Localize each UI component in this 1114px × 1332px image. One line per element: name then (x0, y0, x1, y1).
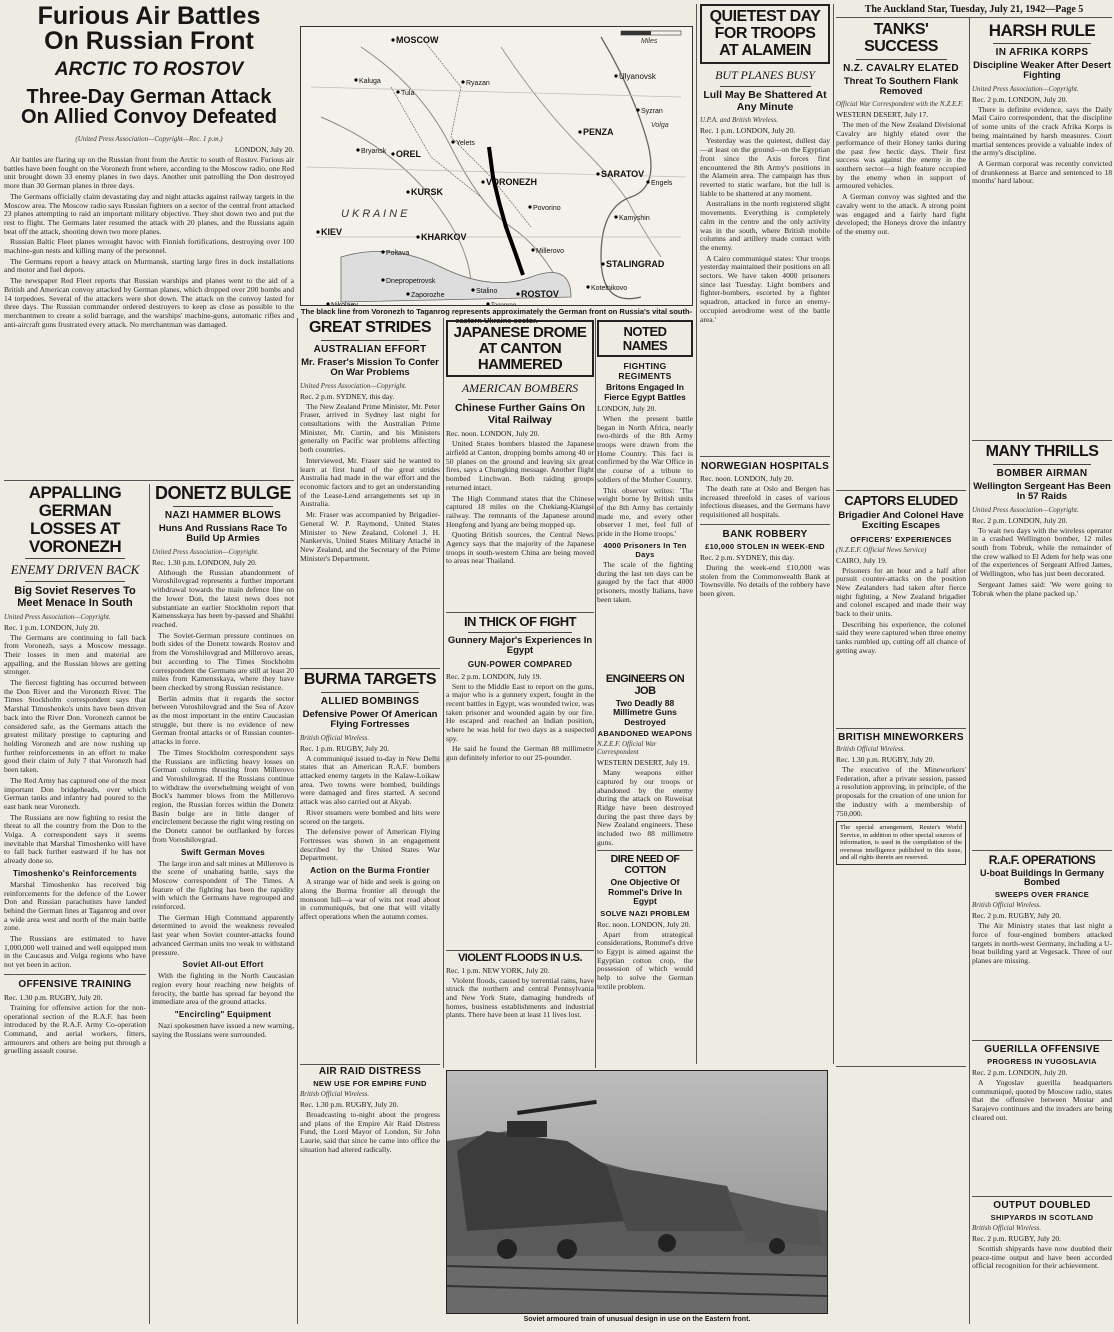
map-city-label: Stalino (476, 288, 498, 295)
norwegian-dateline: Rec. noon. LONDON, July 20. (700, 474, 794, 483)
map-city-dot (356, 148, 359, 151)
donetz-subhead-4: "Encircling" Equipment (174, 1010, 272, 1020)
noted-names-paragraph: This observer writes: 'The weight borne by British units of the 8th Army has certainly made me, and every other observer I met, feel full of pride in the Home troops.' (597, 485, 693, 539)
guerilla-dateline: Rec. 2 p.m. LONDON, July 20. (972, 1068, 1068, 1077)
quietest-deck: Lull May Be Shattered At Any Minute (703, 89, 827, 113)
dire-need-paragraph: Apart from strategical considerations, Rommel's drive to Egypt is aimed against the Egyptian cotton crop, the possession of which would help to solve the German textile problem. (597, 929, 693, 991)
voronezh-dateline: Rec. 1 p.m. LONDON, July 20. (4, 622, 100, 632)
map-city-dot (578, 130, 581, 133)
map-city-dot (396, 90, 399, 93)
guerilla-paragraph: A Yugoslav guerilla headquarters communiqué, quoted by Moscow radio, states that the offensive between Mostar and Sarajevo continues and the invaders are being cleared out. (972, 1078, 1112, 1122)
burma-paragraph: The defensive power of American Flying Fortresses was shown in an engagement described by the United States War Department. (300, 827, 440, 863)
donetz-paragraph: Nazi spokesmen have issued a new warning, saying the Russians were surrounded. (152, 1021, 294, 1039)
harsh-deck: Discipline Weaker After Desert Fighting (973, 59, 1111, 82)
violent-dateline: Rec. 1 p.m. NEW YORK, July 20. (446, 965, 550, 975)
lead-body (4, 156, 294, 329)
bank-paragraph: During the week-end £10,000 was stolen from the Commonwealth Bank at Townsville. No details of the robbery have been given. (700, 562, 830, 598)
raf-ops-deck: U-boat Buildings In Germany Bombed (979, 867, 1104, 888)
quietest-dateline: Rec. 1 p.m. LONDON, July 20. (700, 126, 796, 136)
map-city-label (491, 303, 516, 305)
lead-paragraph: Russian Baltic Fleet planes wrought havoc with Finnish fortifications, destroying over 100 machine-gun nests and killing many of the personnel. (4, 237, 294, 256)
map-city-dot (481, 180, 484, 183)
norwegian-headline: NORWEGIAN HOSPITALS (700, 461, 830, 472)
engineers-story (597, 674, 693, 1066)
donetz-headline: DONETZ BULGE (155, 484, 291, 503)
air-raid-dateline: Rec. 1.30 p.m. RUGBY, July 20. (300, 1100, 399, 1109)
map-city-label: Syzran (641, 108, 663, 115)
thrills-deck: Wellington Sergeant Has Been In 57 Raids (973, 480, 1111, 503)
in-thick-subhead: GUN-POWER COMPARED (467, 659, 573, 669)
map-city-label: OREL (396, 149, 422, 159)
mineworkers-paragraph: The executive of the Mineworkers' Federation, after a private session, passed a resolution approving, in principle, of the proposals for the creation of one union for the industry with a membership of 750,000. (836, 765, 966, 818)
train-image (447, 1071, 827, 1313)
quietest-headline: QUIETEST DAY FOR TROOPS AT ALAMEIN (709, 8, 821, 59)
quietest-paragraph: Yesterday was the quietest, dullest day—at least on the ground—on the Egyptian front since the Axis forces first encountered the 8th Army's positions in the Alamein area. The campaign has thus reverted to static warfare, but the lull is liable to be shattered at any moment. (700, 136, 830, 198)
donetz-paragraph: The German High Command apparently determined to avoid the weakness revealed last year when Soviet counter-attacks found advanced German units too weak to withstand pressure. (152, 912, 294, 957)
tanks-paragraph: A German convoy was sighted and the cavalry went to the attack. A strong point was engaged and a fairly hard fight developed; the Honeys drove the infantry of the enemy out. (836, 192, 966, 236)
output-subhead: SHIPYARDS IN SCOTLAND (990, 1213, 1094, 1222)
output-headline: OUTPUT DOUBLED (993, 1200, 1091, 1211)
burma-subhead: ALLIED BOMBINGS (320, 695, 420, 707)
armoured-train-photo (446, 1070, 828, 1314)
map-city-dot (461, 80, 464, 83)
tanks-credit: Official War Correspondent with the N.Z.E.F. (836, 100, 964, 109)
thrills-paragraph: Sergeant James said: 'We were going to Tobruk when the plane packed up.' (972, 579, 1112, 598)
canton-deck: Chinese Further Gains On Vital Railway (454, 402, 586, 426)
raf-ops-story (972, 854, 1112, 1014)
donetz-credit: United Press Association—Copyright. (152, 547, 259, 556)
dire-need-subhead: SOLVE NAZI PROBLEM (600, 908, 690, 918)
map-caption: The black line from Voronezh to Taganrog represents approximately the German front on Russia's vital south-eastern Ukraine sector. (300, 307, 693, 325)
lead-paragraph: The Germans report a heavy attack on Murmansk, starting large fires in dock installations and motor and fuel depots. (4, 256, 294, 275)
mineworkers-dateline: Rec. 1.30 p.m. RUGBY, July 20. (836, 755, 935, 764)
map-city-label: Engels (651, 180, 673, 187)
map-city-dot (391, 152, 394, 155)
map-city-label: Zaporozhe (411, 292, 445, 299)
offensive-headline: OFFENSIVE TRAINING (18, 978, 132, 990)
map-city-dot (471, 288, 474, 291)
right-mid-column (700, 456, 830, 1064)
map-city-label: KHARKOV (421, 232, 467, 242)
quietest-subhead: BUT PLANES BUSY (715, 68, 815, 83)
voronezh-paragraph: The Russians are now fighting to resist the threat to all the country from the Don to the Volga. A correspondent says it seems inevitable that Marshal Timoshenko will have to fall back further eastward if he has not already done so. (4, 812, 146, 866)
burma-paragraph: River steamers were bombed and hits were scored on the targets. (300, 807, 440, 826)
map-city-dot (381, 250, 384, 253)
captors-story (836, 494, 966, 724)
donetz-paragraph: Although the Russian abandonment of Voroshilovgrad represents a further important withdrawal towards the main defence line on the lower Don, the latest news does not substantiate an earlier Stockholm report that Kamensskaya has been by-passed and Shakhti reached. (152, 567, 294, 629)
raf-ops-credit: British Official Wireless. (972, 901, 1042, 910)
map-city-dot (601, 262, 604, 265)
map-city-dot (416, 235, 419, 238)
air-raid-credit: British Official Wireless. (300, 1090, 370, 1098)
lead-paragraph: The Germans officially claim devastating day and night attacks against railway targets in the Moscow area. The Moscow radio says Russian fighters on a sector of the central front attacked 23 planes attempting to raid an important military objective. They shot down two and put the rest to flight. The Germans later resumed the attack with 20 planes, and the Russians again beat off the attack, shooting down two more planes. (4, 191, 294, 236)
air-raid-story (300, 1066, 440, 1162)
lead-deck-2: On Allied Convoy Defeated (21, 106, 277, 128)
reuter-note: The special arrangement, Reuter's World Service, in addition to other special sources of information, is used in the compilation of the overseas intelligence published in this issue, and all rights therein are reserved. (836, 821, 966, 865)
burma-dateline: Rec. 1 p.m. RUGBY, July 20. (300, 743, 390, 753)
map-city-dot (406, 292, 409, 295)
raf-ops-paragraph: The Air Ministry states that last night a force of four-engined bombers attacked targets in north-west Germany, including a U-boat building yard at Vegesack. Three of our planes are missing. (972, 921, 1112, 966)
lead-paragraph: Air battles are flaring up on the Russian front from the Arctic to south of Rostov. Furious air battles have been fought on the Voronezh front where, according to the Moscow radio, one Red unit brought down 33 enemy planes in two days. Another unit patrolling the Don destroyed more than 30 German planes in three days. (4, 155, 294, 191)
map-city-label: Ryazan (466, 80, 490, 87)
map-city-label: MOSCOW (396, 35, 439, 45)
thrills-subhead: BOMBER AIRMAN (996, 467, 1088, 479)
divider (4, 480, 294, 481)
map-city-label: KIEV (321, 227, 343, 237)
quietest-story (700, 4, 830, 454)
map-city-dot (646, 180, 649, 183)
voronezh-paragraph: The Russians are estimated to have 1,000,000 well trained and well equipped men in the Caucasus and Volga regions who have not yet been in action. (4, 934, 146, 970)
masthead: The Auckland Star, Tuesday, July 21, 1942—Page 5 (864, 4, 1084, 15)
canton-headline-box (446, 320, 594, 377)
map-city-dot (354, 78, 357, 81)
map-city-dot (596, 172, 599, 175)
map-city-label: VORONEZH (486, 177, 538, 187)
harsh-credit: United Press Association—Copyright. (972, 84, 1079, 93)
harsh-story (972, 22, 1112, 442)
map-city-dot (391, 38, 394, 41)
thrills-headline: MANY THRILLS (985, 444, 1099, 460)
voronezh-deck: Big Soviet Reserves To Meet Menace In South (14, 585, 136, 610)
map-city-label: Kaluga (359, 78, 381, 85)
donetz-subhead: NAZI HAMMER BLOWS (164, 509, 282, 521)
harsh-subhead: IN AFRIKA KORPS (995, 46, 1089, 58)
donetz-dateline: Rec. 1.30 p.m. LONDON, July 20. (152, 557, 257, 567)
map-city-dot (406, 190, 409, 193)
noted-names-story (597, 320, 693, 670)
voronezh-credit: United Press Association—Copyright. (4, 612, 111, 621)
noted-names-paragraph: The scale of the fighting during the last ten days can be gauged by the fact that 4000 prisoners, mostly Italians, have been taken. (597, 559, 693, 604)
noted-names-headline-box (597, 320, 693, 357)
guerilla-subhead: PROGRESS IN YUGOSLAVIA (987, 1057, 1097, 1066)
engineers-deck: Two Deadly 88 Millimetre Guns Destroyed (613, 698, 677, 727)
tanks-paragraph: The men of the New Zealand Divisional Cavalry are highly elated over the performance of their Honey tanks during the past few hectic days. Their first success was against the enemy in the southern sector—a high feature occupied by the enemy when in support of armoured vehicles. (836, 120, 966, 191)
map-scale-label: Miles (641, 38, 658, 45)
map-city-label: Povorino (533, 205, 561, 212)
output-story (972, 1200, 1112, 1328)
lead-story (4, 4, 294, 479)
captors-headline: CAPTORS ELUDED (844, 494, 958, 508)
map-city-dot (528, 205, 531, 208)
map-city-dot (316, 230, 319, 233)
great-strides-subhead: AUSTRALIAN EFFORT (313, 343, 427, 355)
burma-credit: British Official Wireless. (300, 733, 370, 742)
quietest-credit: U.P.A. and British Wireless. (700, 116, 778, 125)
bank-deck: £10,000 STOLEN IN WEEK-END (705, 541, 825, 551)
map-city-label: Kotelnikovo (591, 285, 628, 292)
engineers-headline: ENGINEERS ON JOB (605, 674, 685, 697)
donetz-deck: Huns And Russians Race To Build Up Armies (158, 522, 288, 545)
tanks-deck: Threat To Southern Flank Removed (843, 75, 959, 98)
donetz-paragraph: The Soviet-German pressure continues on both sides of the Donetz towards Rostov and from the Voroshilovgrad and Millerovo areas, but according to The Times Stockholm correspondent the Germans are still at least 20 miles from Kamensskaya, where they have been checked by strong Russian resistance. (152, 630, 294, 692)
map-city-label: KURSK (411, 187, 444, 197)
lead-credit: (United Press Association—Copyright—Rec. 1 p.m.) (75, 135, 223, 143)
noted-names-subhead-2: 4000 Prisoners In Ten Days (603, 540, 687, 559)
voronezh-kicker: ENEMY DRIVEN BACK (10, 562, 140, 578)
in-thick-story (446, 615, 594, 905)
great-strides-headline: GREAT STRIDES (308, 320, 432, 336)
quietest-paragraph: Australians in the north registered slight movements. Everything is completely calm in the centre and the only activity was in the south, where British mobile columns and artillery made contact with the enemy. (700, 199, 830, 252)
raf-ops-subhead: SWEEPS OVER FRANCE (994, 890, 1090, 900)
donetz-paragraph: Berlin admits that it regards the sector between Voroshilovgrad and the Sea of Azov as the most important in the entire Caucasian struggle, but there is no evidence of new German frontal attacks or of Russian counter-attacks in force. (152, 693, 294, 747)
quietest-paragraph: A Cairo communiqué states: 'Our troops yesterday maintained their positions on all sectors. We have taken 4000 prisoners since last Tuesday. Light bombers and fighter-bombers, escorted by a fighter squadron, attacked in force an enemy-occupied aerodrome west of the battle area.' (700, 253, 830, 324)
air-raid-headline: AIR RAID DISTRESS (318, 1066, 422, 1077)
lead-headline-2: On Russian Front (44, 27, 254, 55)
in-thick-paragraph: He said he found the German 88 millimetre gun definitely inferior to our 25-pounder. (446, 744, 594, 763)
map-city-label: SARATOV (601, 169, 645, 179)
map-city-label: Dnepropetrovsk (386, 278, 436, 285)
dire-need-headline: DIRE NEED OF COTTON (610, 853, 680, 877)
air-raid-paragraph: Broadcasting to-night about the progress and plans of the Empire Air Raid Distress Fund, the Lord Mayor of London, Sir John Laurie, said that since he came into office the situation had altered radically. (300, 1110, 440, 1154)
thrills-credit: United Press Association—Copyright. (972, 505, 1079, 514)
great-strides-paragraph: Mr. Fraser was accompanied by Brigadier-General W. P. Raymond, United States Minister to New Zealand, Colonel J. H. Nankervis, United States Military Attaché in New Zealand, and the Secretary of the Prime Minister's Department. (300, 510, 440, 563)
voronezh-paragraph: The Red Army has captured one of the most important Don bridgeheads, over which German tanks and infantry had poured to the east bank near Voronezh. (4, 775, 146, 811)
in-thick-paragraph: Sent to the Middle East to report on the guns, a major who is a gunnery expert, fought in the recent battles in Egypt, was wounded twice, was taken prisoner and wounded again by our fire. He escaped and reached an Indian position, where he was held for two days as a suspected spy. (446, 681, 594, 743)
lead-kicker: ARCTIC TO ROSTOV (54, 59, 244, 80)
voronezh-headline: APPALLING GERMAN LOSSES AT VORONEZH (28, 484, 122, 556)
offensive-paragraph: Training for offensive action for the non-operational section of the R.A.F. has been introduced by the R.A.F. Army Co-operation Command, and aerial workers, fitters, armourers and others are being put through a gruelling assault course. (4, 1002, 146, 1056)
lead-dateline: LONDON, July 20. (234, 145, 294, 154)
canton-dateline: Rec. noon. LONDON, July 20. (446, 429, 540, 439)
burma-headline: BURMA TARGETS (303, 672, 437, 688)
map-city-label: Millerovo (536, 248, 565, 255)
captors-dateline: CAIRO, July 19. (836, 555, 887, 565)
raf-ops-dateline: Rec. 2 p.m. RUGBY, July 20. (972, 911, 1062, 921)
norwegian-paragraph: The death rate at Oslo and Bergen has increased threefold in cases of various infectious diseases, and the Germans have requisitioned all hospitals. (700, 484, 830, 520)
dire-need-deck: One Objective Of Rommel's Drive In Egypt (608, 877, 682, 907)
noted-names-subhead: FIGHTING REGIMENTS (618, 361, 672, 382)
mineworkers-continued (836, 1070, 966, 1310)
voronezh-paragraph: The fiercest fighting has occurred between the Don River and the Voronezh River. The Times Stockholm correspondent says that Marshal Timoshenko's units have been driven back into the River Don. Voronezh cannot be considered safe, as the Germans attach the greatest military prestige to capturing and holding Voronezh and are now rushing up further reinforcements in an effort to make good their claim of July 7 that Voronezh had been taken. (4, 678, 146, 775)
voronezh-paragraph: The Germans are continuing to fall back from Voronezh, says a Moscow message. Their losses in men and material are appalling, and the Russian blows are getting stronger. (4, 632, 146, 677)
tanks-headline: TANKS' SUCCESS (864, 22, 938, 55)
engineers-dateline: WESTERN DESERT, July 19. (597, 758, 690, 768)
map-river-label: Volga (651, 122, 669, 129)
bank-dateline: Rec. 2 p.m. SYDNEY, this day. (700, 552, 795, 562)
map-city-dot (614, 215, 617, 218)
map-city-dot (614, 74, 617, 77)
map-city-dot (381, 278, 384, 281)
burma-story (300, 672, 440, 1062)
lead-paragraph: The newspaper Red Fleet reports that Russian warships and planes went to the aid of a British and American convoy attacked by German planes, which dropped over 200 bombs and 14 torpedoes. Several of the attackers were shot down. The attack on the convoy lasted for three days. The Russian commander ordered destroyers to keep as close as possible to the merchantmen to create a solid barrage, and the warships' machine-guns, automatic rifles and anti-aircraft guns frustrated every attack. No merchantman was damaged. (4, 276, 294, 329)
harsh-paragraph: A German corporal was recently convicted of drunkenness at Barce and sentenced to 18 months' hard labour. (972, 158, 1112, 186)
tanks-story (836, 22, 966, 492)
map-city-label: ROSTOV (521, 289, 559, 299)
engineers-subhead: ABANDONED WEAPONS (597, 729, 693, 739)
captors-paragraph: Describing his experience, the colonel said they were captured when three enemy tanks rumbled up, cutting off all chance of getting away. (836, 619, 966, 655)
dire-need-dateline: Rec. noon. LONDON, July 20. (597, 919, 691, 929)
canton-story (446, 320, 594, 610)
lead-headline-1: Furious Air Battles (37, 4, 261, 30)
violent-headline: VIOLENT FLOODS IN U.S. (457, 953, 583, 964)
voronezh-subhead: Timoshenko's Reinforcements (12, 868, 138, 878)
thrills-paragraph: To wait two days with the wireless operator in a crashed Wellington bomber, 12 miles south from Tobruk, while the remainder of the crew walked to El Adem for help was one of the experiences of Sergeant Alfred James, of Wellington, who has just been decorated. (972, 525, 1112, 579)
map-city-label: STALINGRAD (606, 259, 665, 269)
violent-paragraph: Violent floods, caused by torrential rains, have struck the northern and central Pennsylvania and New York State, damaging hundreds of homes, business establishments and industrial plants. There have been at least 11 lives lost. (446, 975, 594, 1020)
burma-paragraph: A communiqué issued to-day in New Delhi states that an American R.A.F. bombers attacked enemy targets in the Kalaw-Loikaw area. Two towns were bombed, buildings were damaged and fires started. A second attack was also carried out at Akyab. (300, 753, 440, 807)
raf-ops-headline: R.A.F. OPERATIONS (988, 854, 1096, 867)
noted-names-paragraph: When the present battle began in North Africa, nearly two-thirds of the 8th Army troops were drawn from the Home Country. This fact is confirmed by the War Office in the course of a tribute to soldiers of the Mother Country. (597, 413, 693, 484)
thrills-story (972, 444, 1112, 824)
map-city-label: PENZA (583, 127, 614, 137)
map-city-dot (586, 285, 589, 288)
canton-paragraph: The High Command states that the Chinese captured 18 miles on the Chekiang-Kiangsi railway. The remnants of the Japanese around Hengfeng and Iyang are being mopped up. (446, 493, 594, 529)
noted-names-deck: Britons Engaged In Fierce Egypt Battles (604, 382, 686, 402)
output-paragraph: Scottish shipyards have now doubled their peace-time output and have been accorded official recognition for their achievement. (972, 1244, 1112, 1271)
great-strides-paragraph: Interviewed, Mr. Fraser said he wanted to learn at first hand of the great strides Australia had made in the war effort and the economic factors and to get an understanding of the Lease-Lend arrangements set up in Australia. (300, 455, 440, 509)
harsh-paragraph: There is definite evidence, says the Daily Mail Cairo correspondent, that the discipline of some units of the crack Afrika Korps is being maintained by harsh measures. Court martial sentences provide a valuable index of the army's discipline. (972, 104, 1112, 158)
noted-names-headline: NOTED NAMES (622, 324, 668, 353)
captors-paragraph: Prisoners for an hour and a half after pursuit counter-attacks on the position New Zealanders had taken after fierce night fighting, a New Zealand brigadier and colonel escaped and made their way back to their units. (836, 565, 966, 619)
photo-caption: Soviet armoured train of unusual design in use on the Eastern front. (523, 1316, 751, 1323)
mineworkers-story (836, 732, 966, 1066)
map-city-dot (451, 140, 454, 143)
captors-deck: Brigadier And Colonel Have Exciting Escapes (838, 509, 964, 532)
map-city-label: Bryansk (361, 148, 387, 155)
air-raid-subhead: NEW USE FOR EMPIRE FUND (313, 1079, 427, 1088)
canton-paragraph: Quoting British sources, the Central News Agency says that the majority of the Japanese troops in south-western China are being moved to areas near Thailand. (446, 530, 594, 566)
in-thick-dateline: Rec. 2 p.m. LONDON, July 19. (446, 671, 542, 681)
guerilla-story (972, 1044, 1112, 1194)
engineers-paragraph: Many weapons either captured by our troops or abandoned by the enemy during the attack on Ruweisat Ridge have been destroyed during the past three days by New Zealand engineers. These included two 88 millimetre guns. (597, 768, 693, 847)
donetz-story (152, 484, 294, 1324)
engineers-credit: N.Z.E.F. Official War Correspondent (597, 740, 657, 757)
captors-subhead: OFFICERS' EXPERIENCES (850, 534, 952, 544)
burma-paragraph: A strange war of hide and seek is going on along the Burma frontier all through the monsoon lull—a war of wits not read about in communiqués, but one that will vitally affect operations when the autumn comes. (300, 877, 440, 921)
output-credit: British Official Wireless. (972, 1224, 1042, 1232)
great-strides-dateline: Rec. 2 p.m. SYDNEY, this day. (300, 391, 395, 401)
donetz-paragraph: The large iron and salt mines at Millerovo is the scene of unabating battle, says the Moscow correspondent of The Times. A feature of the fighting has been the rapidity with which the Germans have regrouped and reinforced. (152, 858, 294, 912)
thrills-dateline: Rec. 2 p.m. LONDON, July 20. (972, 515, 1068, 525)
quietest-headline-box (700, 4, 830, 64)
voronezh-paragraph: Marshal Timoshenko has received big reinforcements for the defence of the Lower Don and Russian parachutists have landed behind the German lines at Taganrog and over a wide area west and north of the main battle zone. (4, 879, 146, 933)
mineworkers-headline: BRITISH MINEWORKERS (838, 732, 964, 743)
map-city-dot (531, 248, 534, 251)
map-city-label: Tula (401, 90, 415, 97)
violent-story (446, 953, 594, 1063)
map-svg (301, 27, 692, 305)
canton-headline: JAPANESE DROME AT CANTON HAMMERED (453, 324, 587, 373)
burma-subhead-2: Action on the Burma Frontier (310, 866, 430, 876)
donetz-paragraph: The Times Stockholm correspondent says the Russians are inflicting heavy losses on German columns thrusting from Millerovo and Voroshilovgrad. If the Russians continue to withdraw the overwhelming weight of von Bock's hammer blows from the Millerovo region, the Russian forces within the Donetz Basin bulge are in little danger of encirclement because the right wing resting on the Donetz cannot be outflanked by forces from Voroshilovgrad. (152, 747, 294, 844)
burma-deck: Defensive Power Of American Flying Fortresses (302, 708, 438, 731)
donetz-paragraph: With the fighting in the North Caucasian region every hour reaching new heights of ferocity, the battle has spread far beyond the immediate area of the ground attacks. (152, 971, 294, 1007)
tanks-dateline: WESTERN DESERT, July 17. (836, 110, 929, 120)
harsh-headline: HARSH RULE (988, 22, 1096, 40)
great-strides-credit: United Press Association—Copyright. (300, 381, 407, 390)
lead-deck-1: Three-Day German Attack (26, 86, 272, 108)
map-city-label: Ulyanovsk (619, 72, 656, 81)
canton-paragraph: United States bombers blasted the Japanese airfield at Canton, dropping bombs among 40 or 50 planes on the ground and leaving six great fires, says a Chungking message. Another flight bombed Linchwan. Both raiding groups returned intact. (446, 439, 594, 492)
great-strides-paragraph: The New Zealand Prime Minister, Mr. Peter Fraser, arrived in Sydney last night for consultations with the Australian Prime Minister, Mr. Curtin, and his Ministers generally on Pacific war problems affecting both countries. (300, 401, 440, 455)
donetz-subhead-3: Soviet All-out Effort (182, 960, 264, 970)
canton-subhead: AMERICAN BOMBERS (461, 381, 579, 396)
offensive-dateline: Rec. 1.30 p.m. RUGBY, July 20. (4, 992, 103, 1002)
map-city-dot (636, 108, 639, 111)
guerilla-headline: GUERILLA OFFENSIVE (984, 1044, 1100, 1055)
map-city-label: Yelets (456, 140, 475, 147)
noted-names-dateline: LONDON, July 20. (597, 403, 657, 413)
map-region-label: U K R A I N E (341, 208, 408, 220)
in-thick-deck: Gunnery Major's Experiences In Egypt (447, 634, 593, 657)
harsh-dateline: Rec. 2 p.m. LONDON, July 20. (972, 94, 1068, 104)
captors-credit: (N.Z.E.F. Official News Service) (836, 545, 927, 554)
map-city-label: Kamyshin (619, 215, 650, 222)
map-city-label: Poltava (386, 250, 410, 257)
voronezh-story (4, 484, 146, 1274)
mineworkers-credit: British Official Wireless. (836, 745, 906, 753)
in-thick-headline: IN THICK OF FIGHT (463, 615, 577, 629)
map-city-label (331, 302, 358, 305)
map-city-dot (516, 292, 519, 295)
donetz-subhead-2: Swift German Moves (180, 847, 266, 857)
bank-headline: BANK ROBBERY (722, 528, 808, 540)
tanks-subhead: N.Z. CAVALRY ELATED (843, 62, 959, 74)
front-map (300, 26, 693, 306)
output-dateline: Rec. 2 p.m. RUGBY, July 20. (972, 1234, 1062, 1243)
great-strides-deck: Mr. Fraser's Mission To Confer On War Problems (301, 356, 439, 379)
